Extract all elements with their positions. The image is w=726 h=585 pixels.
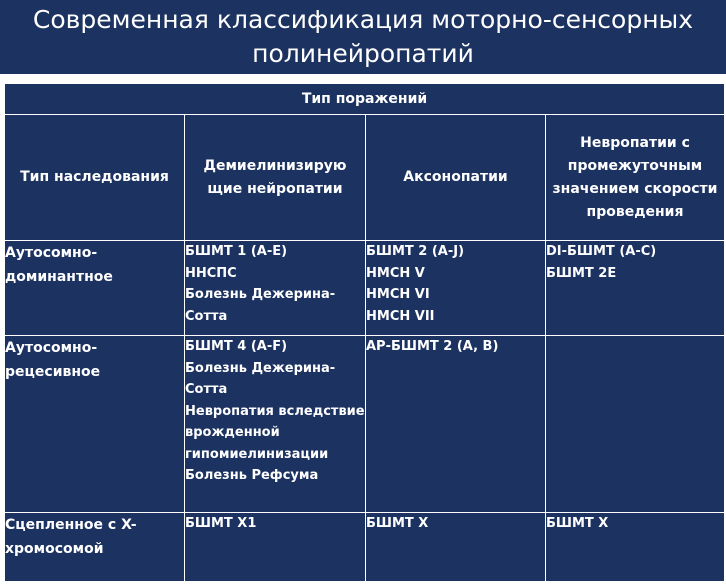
cell-item: БШМТ 1 (A-E): [185, 244, 288, 259]
cell-axonal: [366, 336, 546, 513]
cell-item: ННСПС: [185, 265, 237, 281]
cell-item: HMCH VII: [366, 308, 435, 324]
cell-axonal: [366, 241, 546, 336]
row-label: Аутосомно-рецесивное: [5, 336, 185, 513]
cell-intermediate: [546, 241, 725, 336]
header-inheritance: Тип наследования: [5, 115, 185, 241]
slide-title: [0, 0, 726, 74]
cell-item: БШМТ X: [366, 516, 429, 531]
cell-demyelinating: [185, 336, 366, 513]
column-header-row: [5, 115, 725, 241]
title-line-1: Современная классификация моторно-сенсорных: [32, 5, 694, 34]
classification-table: [4, 83, 725, 582]
cell-item: БШМТ X: [546, 516, 609, 531]
cell-item: HMCH V: [366, 265, 425, 281]
row-label: Сцепленное с X-хромосомой: [5, 513, 185, 582]
table-row: [5, 241, 725, 336]
cell-item: АР-БШМТ 2 (A, B): [366, 339, 499, 354]
super-header: Тип поражений: [5, 84, 725, 115]
cell-item: Болезнь Рефсума: [185, 468, 319, 483]
cell-item: HMCH VI: [366, 287, 430, 302]
cell-item: БШМТ X1: [185, 516, 257, 531]
header-axonal: Аксонопатии: [366, 115, 546, 241]
cell-axonal: [366, 513, 546, 582]
table-row: [5, 513, 725, 582]
cell-item: Невропатия вследствие врожденной гипомиелинизации: [185, 403, 365, 462]
cell-item: Болезнь Дежерина-Сотта: [185, 360, 336, 397]
header-intermediate: Невропатии с промежуточным значением скорости проведения: [546, 115, 725, 241]
cell-item: DI-БШМТ (A-C): [546, 244, 657, 259]
table-row: [5, 336, 725, 513]
cell-demyelinating: [185, 241, 366, 336]
cell-demyelinating: [185, 513, 366, 582]
row-label: Аутосомно-доминантное: [5, 241, 185, 336]
cell-item: Болезнь Дежерина-Сотта: [185, 287, 336, 324]
cell-item: БШМТ 2 (A-J): [366, 244, 465, 259]
cell-item: БШМТ 2E: [546, 265, 617, 281]
super-header-row: [5, 84, 725, 115]
cell-intermediate: [546, 336, 725, 513]
header-demyelinating: Демиелинизирующие нейропатии: [185, 115, 366, 241]
cell-intermediate: [546, 513, 725, 582]
cell-item: БШМТ 4 (A-F): [185, 339, 288, 354]
title-line-2: полинейропатий: [252, 39, 474, 68]
